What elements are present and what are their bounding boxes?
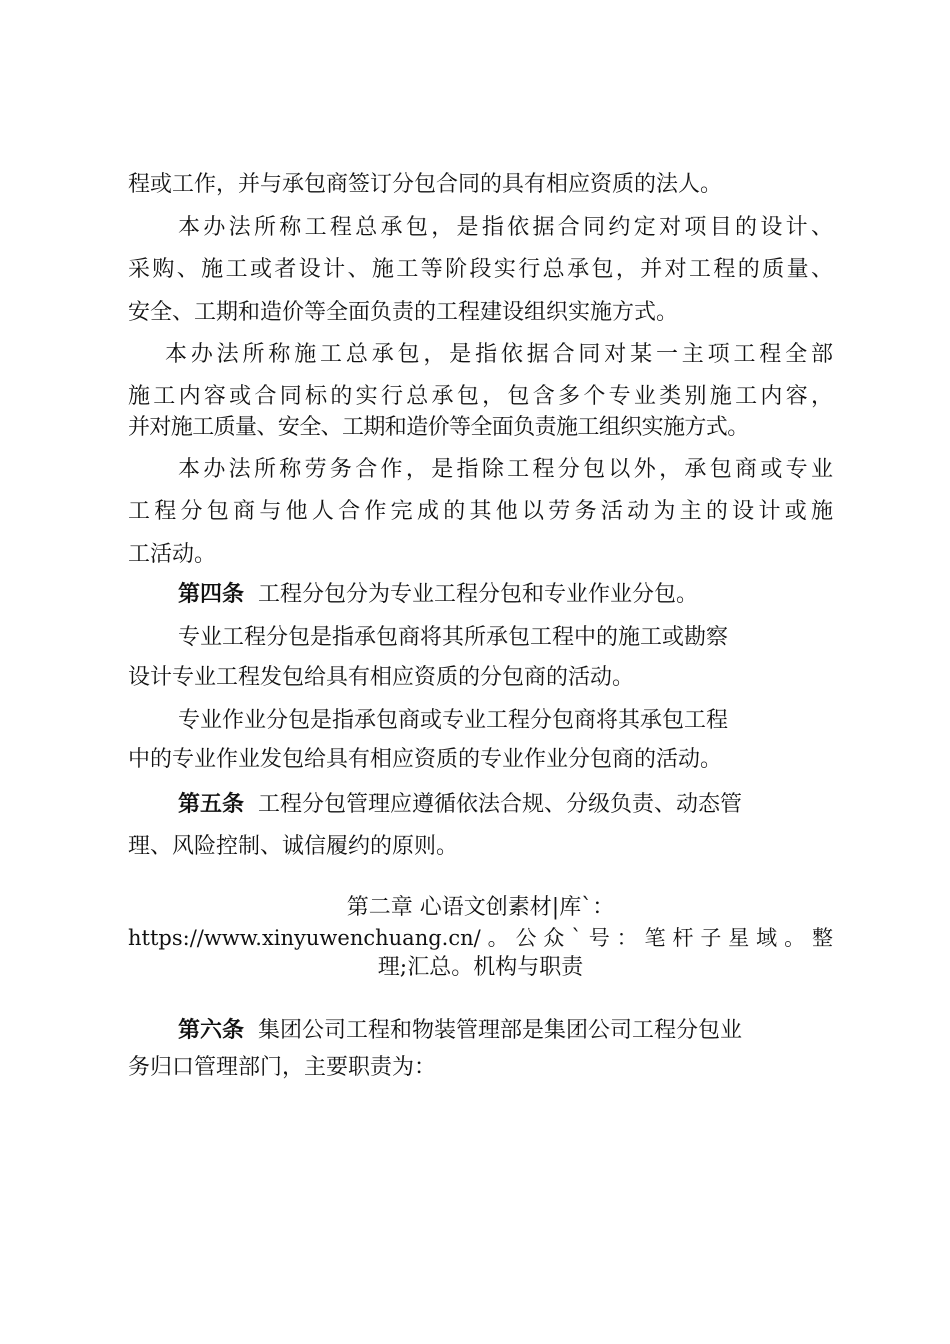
paragraph-line: 施工内容或合同标的实行总承包，包含多个专业类别施工内容，	[128, 384, 833, 409]
paragraph-line: 并对施工质量、安全、工期和造价等全面负责施工组织实施方式。	[128, 415, 749, 440]
article-label: 第六条	[178, 1018, 245, 1043]
paragraph-line: 专业工程分包是指承包商将其所承包工程中的施工或勘察	[178, 625, 729, 650]
paragraph-line: 中的专业作业发包给具有相应资质的专业作业分包商的活动。	[128, 747, 723, 772]
paragraph-line: 务归口管理部门，主要职责为：	[128, 1055, 437, 1080]
paragraph-line: 程或工作，并与承包商签订分包合同的具有相应资质的法人。	[128, 172, 723, 197]
paragraph-line: 工程分包商与他人合作完成的其他以劳务活动为主的设计或施	[128, 499, 833, 524]
paragraph-line: 专业作业分包是指承包商或专业工程分包商将其承包工程	[178, 708, 729, 733]
paragraph-line: 采购、施工或者设计、施工等阶段实行总承包，并对工程的质量、	[128, 257, 833, 282]
article-text: 集团公司工程和物装管理部是集团公司工程分包业	[258, 1018, 743, 1043]
article-label: 第四条	[178, 582, 245, 607]
paragraph-line: 本办法所称工程总承包，是指依据合同约定对项目的设计、	[178, 215, 833, 240]
article-5	[178, 790, 833, 820]
article-label: 第五条	[178, 792, 245, 817]
article-6	[178, 1016, 833, 1046]
chapter-heading-line: https://www.xinyuwenchuang.cn/。公众`号：笔杆子星域。整	[128, 926, 833, 950]
paragraph-line: 本办法所称施工总承包，是指依据合同对某一主项工程全部	[165, 342, 833, 367]
article-text: 工程分包分为专业工程分包和专业作业分包。	[258, 582, 699, 607]
chapter-heading-line: 第二章 心语文创素材|库`：	[346, 895, 615, 920]
chapter-heading-line: 理;汇总。机构与职责	[377, 955, 584, 980]
paragraph-line: 安全、工期和造价等全面负责的工程建设组织实施方式。	[128, 300, 679, 325]
article-text: 工程分包管理应遵循依法合规、分级负责、动态管	[258, 792, 743, 817]
paragraph-line: 工活动。	[128, 542, 217, 567]
paragraph-line: 本办法所称劳务合作，是指除工程分包以外，承包商或专业	[178, 457, 833, 482]
paragraph-line: 设计专业工程发包给具有相应资质的分包商的活动。	[128, 665, 635, 690]
article-4	[178, 580, 833, 610]
paragraph-line: 理、风险控制、诚信履约的原则。	[128, 834, 459, 859]
